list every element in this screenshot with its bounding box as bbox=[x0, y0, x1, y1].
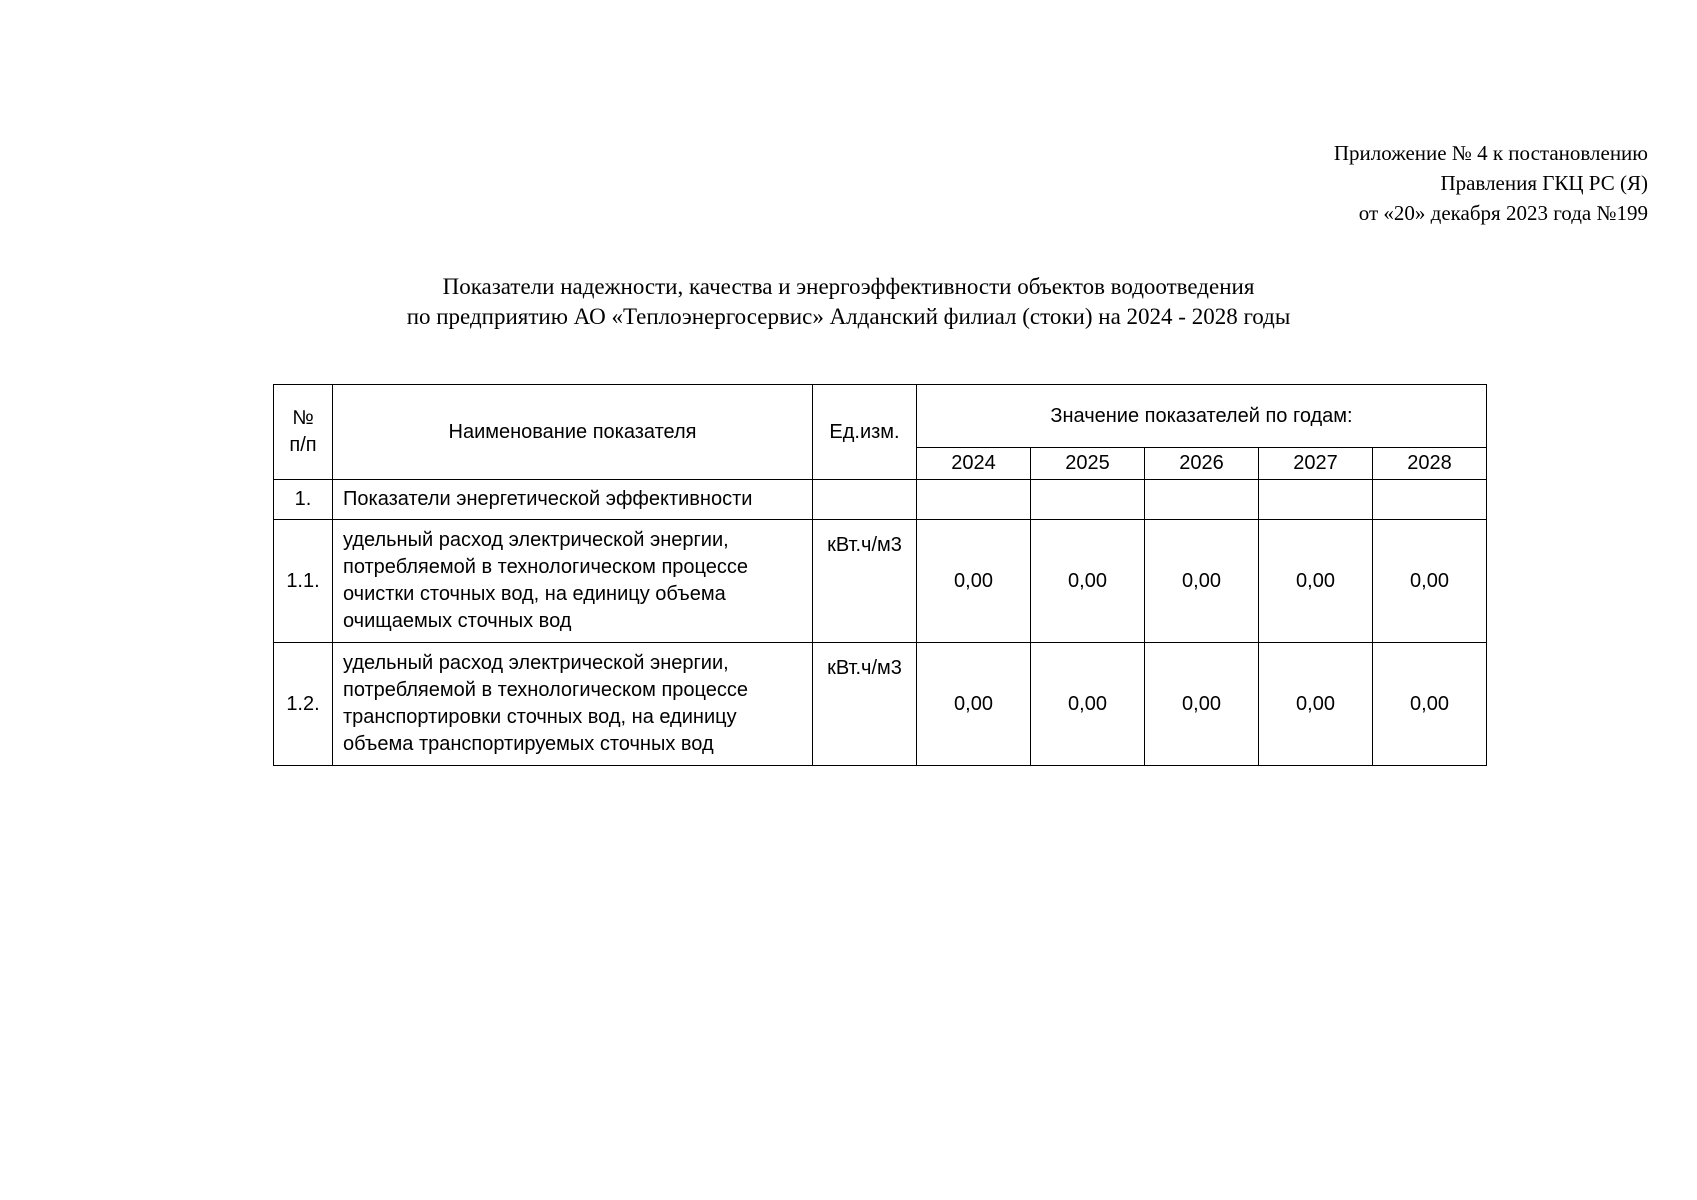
row-name-line: удельный расход электрической энергии, bbox=[343, 529, 729, 551]
row-value: 0,00 bbox=[1145, 643, 1259, 766]
appendix-line-2: Правления ГКЦ РС (Я) bbox=[1440, 171, 1648, 195]
row-value: 0,00 bbox=[1373, 520, 1487, 643]
header-num-line-2: п/п bbox=[289, 434, 317, 456]
appendix-line-1: Приложение № 4 к постановлению bbox=[1333, 141, 1648, 165]
row-value bbox=[917, 480, 1031, 520]
header-year: 2028 bbox=[1373, 448, 1487, 480]
header-unit: Ед.изм. bbox=[813, 385, 917, 480]
row-name bbox=[333, 520, 813, 643]
row-value: 0,00 bbox=[917, 520, 1031, 643]
row-value: 0,00 bbox=[1145, 520, 1259, 643]
row-name-line: очищаемых сточных вод bbox=[343, 610, 572, 632]
row-number: 1.1. bbox=[274, 520, 333, 643]
row-number: 1.2. bbox=[274, 643, 333, 766]
indicators-table bbox=[273, 384, 1487, 766]
appendix-reference bbox=[1334, 138, 1648, 228]
row-value: 0,00 bbox=[1373, 643, 1487, 766]
header-values-group: Значение показателей по годам: bbox=[917, 385, 1487, 448]
title-line-2: по предприятию АО «Теплоэнергосервис» Алданский филиал (стоки) на 2024 - 2028 годы bbox=[406, 304, 1291, 329]
row-name bbox=[333, 643, 813, 766]
row-value: 0,00 bbox=[1031, 520, 1145, 643]
row-name-line: потребляемой в технологическом процессе bbox=[343, 679, 748, 701]
row-name-line: очистки сточных вод, на единицу объема bbox=[343, 583, 726, 605]
row-value: 0,00 bbox=[1259, 520, 1373, 643]
row-unit: кВт.ч/м3 bbox=[813, 520, 917, 643]
title-line-1: Показатели надежности, качества и энергоэффективности объектов водоотведения bbox=[442, 274, 1255, 299]
table-row bbox=[274, 480, 1487, 520]
row-name-line: удельный расход электрической энергии, bbox=[343, 652, 729, 674]
row-name bbox=[333, 480, 813, 520]
row-name-line: транспортировки сточных вод, на единицу bbox=[343, 706, 737, 728]
header-year: 2025 bbox=[1031, 448, 1145, 480]
row-name-line: объема транспортируемых сточных вод bbox=[343, 733, 714, 755]
row-number: 1. bbox=[274, 480, 333, 520]
header-year: 2027 bbox=[1259, 448, 1373, 480]
appendix-line-3: от «20» декабря 2023 года №199 bbox=[1358, 201, 1648, 225]
row-name-line: потребляемой в технологическом процессе bbox=[343, 556, 748, 578]
row-value bbox=[1031, 480, 1145, 520]
row-unit bbox=[813, 480, 917, 520]
table-row bbox=[274, 520, 1487, 643]
row-value bbox=[1145, 480, 1259, 520]
table-header-row bbox=[274, 385, 1487, 448]
document-title bbox=[0, 272, 1697, 332]
row-value: 0,00 bbox=[917, 643, 1031, 766]
row-value: 0,00 bbox=[1259, 643, 1373, 766]
header-year: 2024 bbox=[917, 448, 1031, 480]
row-value bbox=[1259, 480, 1373, 520]
row-name-line: Показатели энергетической эффективности bbox=[343, 488, 753, 510]
header-num-line-1: № bbox=[292, 407, 314, 429]
row-unit: кВт.ч/м3 bbox=[813, 643, 917, 766]
row-value bbox=[1373, 480, 1487, 520]
header-year: 2026 bbox=[1145, 448, 1259, 480]
row-value: 0,00 bbox=[1031, 643, 1145, 766]
header-name: Наименование показателя bbox=[333, 385, 813, 480]
table-row bbox=[274, 643, 1487, 766]
header-num bbox=[274, 385, 333, 480]
